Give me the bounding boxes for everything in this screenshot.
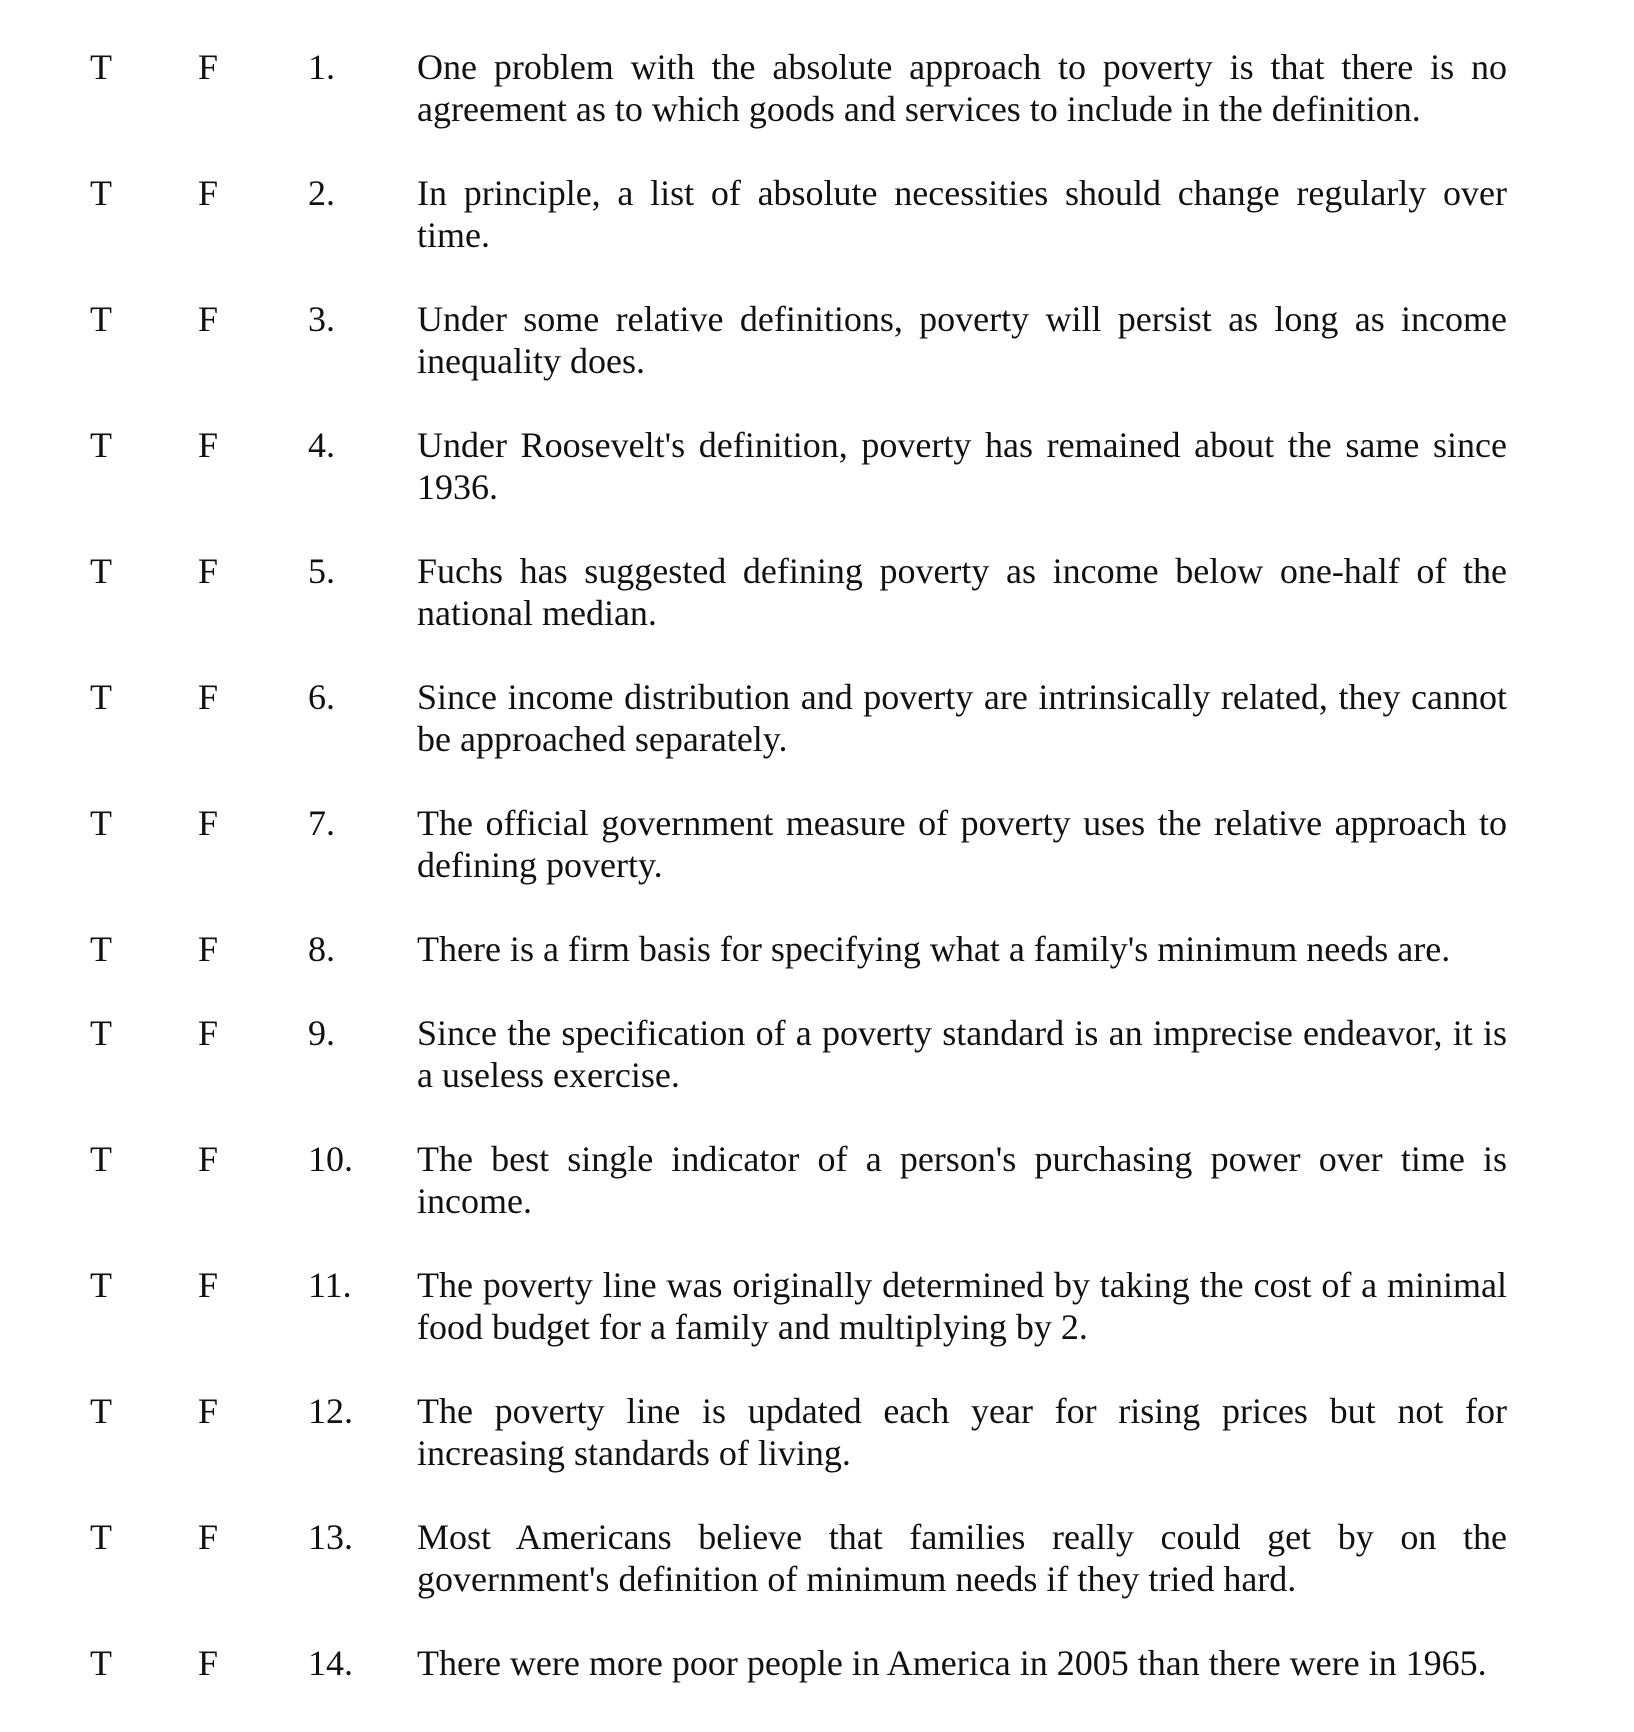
true-option[interactable]: T (90, 677, 112, 717)
question-number: 14. (308, 1643, 353, 1683)
false-option[interactable]: F (198, 551, 219, 591)
question-text: Under Roosevelt's definition, poverty has remained about the same since 1936. (417, 425, 1507, 507)
question-text: The best single indicator of a person's purchasing power over time is income. (417, 1139, 1507, 1221)
question-number: 7. (308, 803, 335, 843)
question-number: 8. (308, 929, 335, 969)
false-option[interactable]: F (198, 677, 219, 717)
question-number: 1. (308, 47, 335, 87)
question-text: In principle, a list of absolute necessities should change regularly over time. (417, 173, 1507, 255)
true-option[interactable]: T (90, 173, 112, 213)
question-number: 5. (308, 551, 335, 591)
question-number: 10. (308, 1139, 353, 1179)
false-option[interactable]: F (198, 1391, 219, 1431)
question-text: The official government measure of poverty uses the relative approach to defining poverty. (417, 803, 1507, 885)
question-number: 3. (308, 299, 335, 339)
question-number: 6. (308, 677, 335, 717)
question-number: 2. (308, 173, 335, 213)
true-option[interactable]: T (90, 299, 112, 339)
false-option[interactable]: F (198, 803, 219, 843)
false-option[interactable]: F (198, 1139, 219, 1179)
question-text: One problem with the absolute approach to poverty is that there is no agreement as to which goods and services to include in the definition. (417, 47, 1507, 129)
question-number: 4. (308, 425, 335, 465)
true-option[interactable]: T (90, 929, 112, 969)
false-option[interactable]: F (198, 1643, 219, 1683)
false-option[interactable]: F (198, 1265, 219, 1305)
question-number: 11. (308, 1265, 352, 1305)
question-text: Under some relative definitions, poverty will persist as long as income inequality does. (417, 299, 1507, 381)
true-option[interactable]: T (90, 47, 112, 87)
true-option[interactable]: T (90, 1391, 112, 1431)
true-option[interactable]: T (90, 1013, 112, 1053)
true-option[interactable]: T (90, 425, 112, 465)
true-option[interactable]: T (90, 803, 112, 843)
false-option[interactable]: F (198, 299, 219, 339)
true-option[interactable]: T (90, 551, 112, 591)
question-text: The poverty line was originally determined by taking the cost of a minimal food budget for a family and multiplying by 2. (417, 1265, 1507, 1347)
false-option[interactable]: F (198, 173, 219, 213)
question-number: 12. (308, 1391, 353, 1431)
question-number: 9. (308, 1013, 335, 1053)
question-text: The poverty line is updated each year for rising prices but not for increasing standards of living. (417, 1391, 1507, 1473)
false-option[interactable]: F (198, 929, 219, 969)
question-text: There is a firm basis for specifying what a family's minimum needs are. (417, 929, 1451, 969)
question-text: Fuchs has suggested defining poverty as income below one-half of the national median. (417, 551, 1507, 633)
question-text: There were more poor people in America in 2005 than there were in 1965. (417, 1643, 1487, 1683)
true-option[interactable]: T (90, 1265, 112, 1305)
true-option[interactable]: T (90, 1517, 112, 1557)
true-option[interactable]: T (90, 1643, 112, 1683)
true-option[interactable]: T (90, 1139, 112, 1179)
false-option[interactable]: F (198, 1517, 219, 1557)
question-text: Since income distribution and poverty are intrinsically related, they cannot be approached separately. (417, 677, 1507, 759)
question-number: 13. (308, 1517, 353, 1557)
false-option[interactable]: F (198, 425, 219, 465)
false-option[interactable]: F (198, 1013, 219, 1053)
false-option[interactable]: F (198, 47, 219, 87)
question-text: Most Americans believe that families really could get by on the government's definition of minimum needs if they tried hard. (417, 1517, 1507, 1599)
question-text: Since the specification of a poverty standard is an imprecise endeavor, it is a useless exercise. (417, 1013, 1507, 1095)
